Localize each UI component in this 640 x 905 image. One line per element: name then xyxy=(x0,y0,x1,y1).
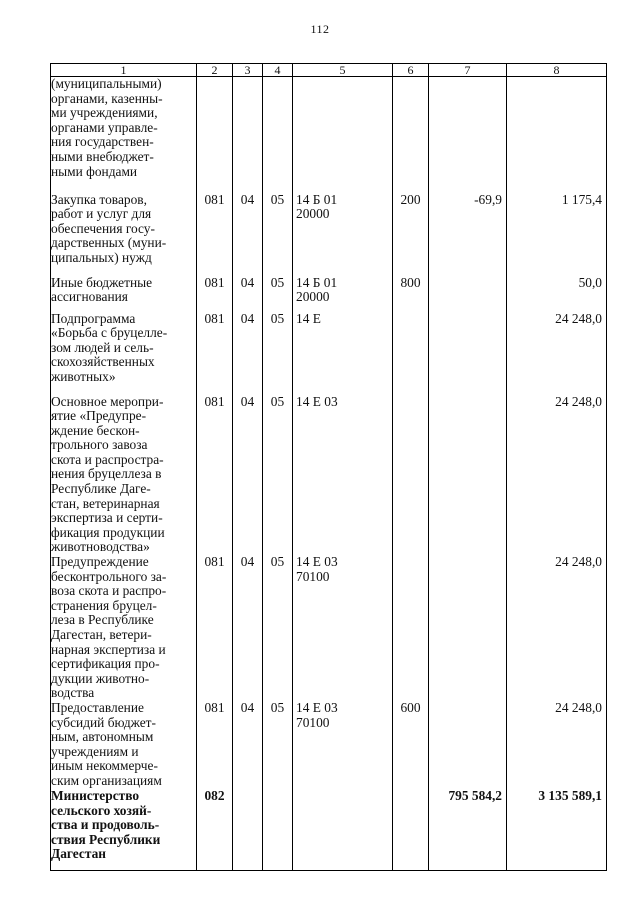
cell-line: Предоставление xyxy=(51,699,144,715)
cell-line: «Борьба с бруцелле- xyxy=(51,325,168,341)
cell-line: 14 Е 03 xyxy=(296,393,338,409)
cell-amount: 3 135 589,1 xyxy=(507,789,607,871)
cell-ministry: 081 xyxy=(197,276,233,312)
cell-amount: 50,0 xyxy=(507,276,607,312)
table-row xyxy=(51,701,607,789)
cell-expense-type: 200 xyxy=(393,193,429,276)
cell-subsection: 05 xyxy=(263,193,293,276)
cell-expense-type xyxy=(393,555,429,701)
cell-change xyxy=(429,276,507,312)
cell-name xyxy=(51,77,197,193)
cell-amount: 24 248,0 xyxy=(507,555,607,701)
cell-target xyxy=(293,77,393,193)
cell-change: 795 584,2 xyxy=(429,789,507,871)
cell-section xyxy=(233,77,263,193)
cell-line: скохозяйственных xyxy=(51,354,155,370)
cell-ministry: 081 xyxy=(197,701,233,789)
cell-line: Иные бюджетные xyxy=(51,274,153,290)
cell-target xyxy=(293,789,393,871)
cell-name xyxy=(51,312,197,395)
cell-target xyxy=(293,312,393,395)
cell-line: трольного завоза xyxy=(51,437,148,453)
cell-line: ния государствен- xyxy=(51,134,154,150)
cell-line: 20000 xyxy=(296,289,330,305)
cell-section: 04 xyxy=(233,555,263,701)
cell-line: органами, казенны- xyxy=(51,90,163,106)
column-header-2: 2 xyxy=(197,64,233,77)
cell-line: сертификация про- xyxy=(51,656,160,672)
cell-line: Дагестан, ветери- xyxy=(51,627,152,642)
cell-target xyxy=(293,555,393,701)
cell-line: водства xyxy=(51,685,95,701)
cell-line: сельского хозяй- xyxy=(51,802,152,818)
column-header-1: 1 xyxy=(51,64,197,77)
cell-change xyxy=(429,701,507,789)
cell-line: ными внебюджет- xyxy=(51,148,154,164)
cell-amount: 24 248,0 xyxy=(507,701,607,789)
cell-target xyxy=(293,276,393,312)
cell-ministry: 081 xyxy=(197,193,233,276)
cell-amount: 24 248,0 xyxy=(507,312,607,395)
budget-table xyxy=(50,63,606,871)
column-header-6: 6 xyxy=(393,64,429,77)
cell-change: -69,9 xyxy=(429,193,507,276)
cell-expense-type: 800 xyxy=(393,276,429,312)
cell-change xyxy=(429,312,507,395)
cell-line: учреждениям и xyxy=(51,743,139,759)
cell-line: ствия Республики xyxy=(51,831,161,847)
table-row xyxy=(51,193,607,276)
cell-line: леза в Республике xyxy=(51,612,154,628)
cell-name xyxy=(51,193,197,276)
cell-line: работ и услуг для xyxy=(51,206,152,222)
cell-subsection: 05 xyxy=(263,701,293,789)
cell-amount xyxy=(507,77,607,193)
cell-line: ми учреждениями, xyxy=(51,105,158,121)
cell-line: стан, ветеринарная xyxy=(51,495,160,511)
cell-ministry xyxy=(197,77,233,193)
cell-change xyxy=(429,77,507,193)
column-header-3: 3 xyxy=(233,64,263,77)
cell-line: Основное меропри- xyxy=(51,393,164,409)
cell-change xyxy=(429,555,507,701)
cell-line: иным некоммерче- xyxy=(51,758,158,774)
column-header-8: 8 xyxy=(507,64,607,77)
cell-expense-type xyxy=(393,77,429,193)
cell-line: ятие «Предупре- xyxy=(51,408,147,424)
cell-name xyxy=(51,555,197,701)
cell-subsection: 05 xyxy=(263,312,293,395)
table-row xyxy=(51,312,607,395)
cell-line: бесконтрольного за- xyxy=(51,568,167,584)
cell-line: 14 Б 01 xyxy=(296,274,338,290)
cell-line: скота и распростра- xyxy=(51,451,164,467)
cell-line: зом людей и сель- xyxy=(51,339,154,355)
cell-section: 04 xyxy=(233,395,263,556)
cell-line: 70100 xyxy=(296,568,330,584)
cell-line: фикация продукции xyxy=(51,524,165,540)
cell-line: субсидий бюджет- xyxy=(51,714,156,730)
cell-line: ным, автономным xyxy=(51,729,154,745)
cell-subsection: 05 xyxy=(263,276,293,312)
cell-ministry: 081 xyxy=(197,555,233,701)
cell-line: животноводства» xyxy=(51,539,150,555)
cell-line: ским организациям xyxy=(51,772,162,788)
cell-subsection xyxy=(263,789,293,871)
cell-line: обеспечения госу- xyxy=(51,220,155,236)
cell-line: ства и продоволь- xyxy=(51,817,160,833)
cell-line: экспертиза и серти- xyxy=(51,510,163,526)
cell-name xyxy=(51,395,197,556)
table-row xyxy=(51,77,607,193)
cell-line: дарственных (муни- xyxy=(51,235,167,251)
cell-subsection: 05 xyxy=(263,555,293,701)
column-header-7: 7 xyxy=(429,64,507,77)
cell-line: 14 Е 03 xyxy=(296,699,338,715)
cell-expense-type: 600 xyxy=(393,701,429,789)
cell-line: животных» xyxy=(51,368,116,384)
cell-ministry: 081 xyxy=(197,395,233,556)
table-body xyxy=(51,77,607,871)
cell-line: 14 Е xyxy=(296,310,321,326)
cell-name xyxy=(51,276,197,312)
table-row xyxy=(51,395,607,556)
page-number: 112 xyxy=(310,22,330,36)
cell-line: воза скота и распро- xyxy=(51,583,167,599)
cell-section: 04 xyxy=(233,312,263,395)
cell-line: Министерство xyxy=(51,787,140,803)
cell-line: Подпрограмма xyxy=(51,310,136,326)
column-header-5: 5 xyxy=(293,64,393,77)
cell-line: ципальных) нужд xyxy=(51,249,152,265)
cell-ministry: 082 xyxy=(197,789,233,871)
cell-line: ассигнования xyxy=(51,289,128,305)
cell-amount: 24 248,0 xyxy=(507,395,607,556)
column-header-4: 4 xyxy=(263,64,293,77)
cell-change xyxy=(429,395,507,556)
cell-expense-type xyxy=(393,395,429,556)
cell-line: 14 Б 01 xyxy=(296,191,338,207)
table-row xyxy=(51,555,607,701)
cell-line: Дагестан xyxy=(51,846,107,862)
cell-line: Предупреждение xyxy=(51,554,149,570)
cell-section: 04 xyxy=(233,276,263,312)
cell-line: 20000 xyxy=(296,206,330,222)
cell-ministry: 081 xyxy=(197,312,233,395)
cell-name xyxy=(51,701,197,789)
cell-line: органами управле- xyxy=(51,119,158,135)
cell-line: странения бруцел- xyxy=(51,597,157,613)
cell-name xyxy=(51,789,197,871)
table-row xyxy=(51,789,607,871)
cell-section: 04 xyxy=(233,701,263,789)
cell-subsection xyxy=(263,77,293,193)
cell-expense-type xyxy=(393,312,429,395)
cell-line: Республике Даге- xyxy=(51,481,151,497)
table-row xyxy=(51,276,607,312)
cell-line: ными фондами xyxy=(51,163,138,179)
cell-subsection: 05 xyxy=(263,395,293,556)
cell-line: (муниципальными) xyxy=(51,76,162,91)
cell-line: ждение бескон- xyxy=(51,422,140,438)
cell-line: нарная экспертиза и xyxy=(51,641,166,657)
cell-section xyxy=(233,789,263,871)
cell-target xyxy=(293,395,393,556)
cell-target xyxy=(293,701,393,789)
cell-section: 04 xyxy=(233,193,263,276)
cell-line: дукции животно- xyxy=(51,670,150,686)
cell-line: 14 Е 03 xyxy=(296,554,338,570)
cell-target xyxy=(293,193,393,276)
cell-amount: 1 175,4 xyxy=(507,193,607,276)
cell-line: Закупка товаров, xyxy=(51,191,147,207)
cell-line: 70100 xyxy=(296,714,330,730)
cell-expense-type xyxy=(393,789,429,871)
cell-line: нения бруцеллеза в xyxy=(51,466,162,482)
table-header-row xyxy=(51,64,607,77)
